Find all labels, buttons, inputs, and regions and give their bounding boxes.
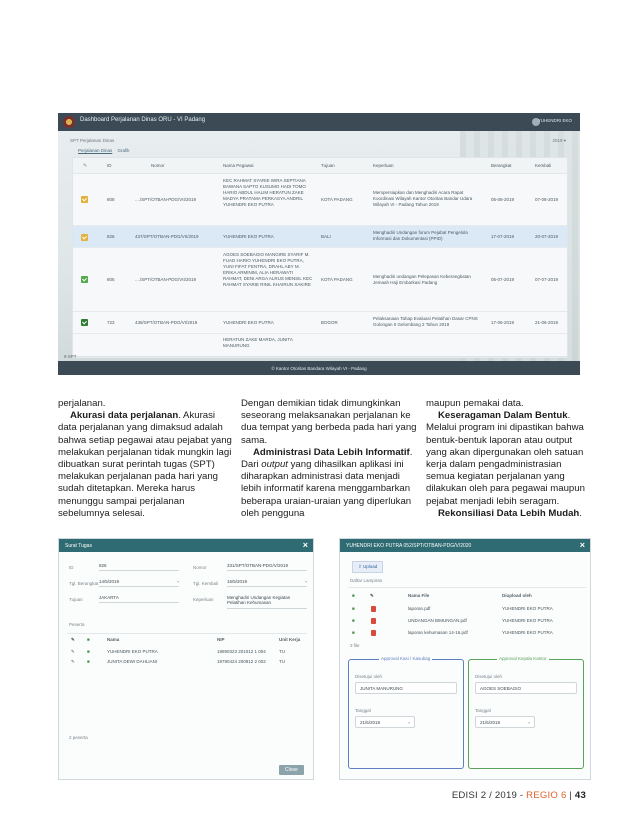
article-column-3: [426, 398, 588, 520]
calendar-icon: ▫: [305, 579, 307, 584]
year-select[interactable]: 2019 ▾: [552, 138, 566, 143]
calendar-icon: ▫: [177, 579, 179, 584]
app-title: Dashboard Perjalanan Dinas ORU - VI Padang: [80, 117, 206, 123]
checkbox[interactable]: ■: [352, 606, 355, 611]
col-keperluan: Keperluan: [373, 163, 394, 168]
pdf-file-icon: [371, 618, 376, 624]
paragraph: Administrasi Data Lebih Informatif. Dari output yang dihasilkan aplikasi ini diharapkan administrasi data menjadi lebih informatif karena menggambarkan beberapa uraian-uraian yang diperlukan oleh pengguna: [241, 446, 413, 519]
col-tujuan: Tujuan: [321, 163, 335, 168]
status-checkbox[interactable]: [81, 319, 88, 326]
upload-icon: ⇪: [358, 564, 362, 569]
dashboard-screenshot: [58, 113, 580, 375]
peserta-count: 2 peserta: [69, 735, 88, 740]
dialog-header: [340, 539, 590, 552]
divider: [67, 633, 307, 634]
paragraph: Rekonsiliasi Data Lebih Mudah.: [438, 507, 582, 519]
table-row[interactable]: 806 ..../SPT/OTBAN-PDG/VII/2019 AGOES SOEBAGIO MANGIRE SYARIF M. FUAD HARIO YUHENDRI EKO PUTRA, YUNI FIFAT FENTRA, DRAHL ABY M. ERIKA ARMINIM, ALIA HERAWATI RAHMAT, DENI ARGA ALRUS MENSIL KEC RAHMAT SYARIE RINIL KHAIRUN SAKIRE KOTA PADANG Menghadiri undangan Pelepasan Keberangkatan Jemaah Haji Embarkasi Padang 05-07-2019 07-07-2019: [73, 248, 567, 312]
lampiran-dialog: YUHENDRI EKO PUTRA 052/SPT/OTBAN-PDG/V/2020 × ⇪ Upload Daftar Lampiran ■ ✎ Nama File Diupload oleh ■ laporan.pdf YUHENDRI EKO PUTRA ■ UNDANGAN BIMUNGAN.pdf YUHENDRI EKO PUTRA ■ laporan kehumasan 14-16.pdf YUHENDRI EKO PUTRA 3 file Approval Kasi / Kasubag Disetujui oleh JUNITA MANURUNG Tanggal 21/5/2019 ▫ Approval Kepala Kantor Disetujui oleh AGOES SOEBAGIO Tanggal 21/5/2019 ▫: [339, 538, 591, 780]
upload-button[interactable]: ⇪ Upload: [352, 561, 383, 573]
tab-bar: [78, 148, 134, 153]
app-footer: [58, 361, 580, 375]
app-header-bar: [58, 113, 580, 131]
edit-icon[interactable]: ✎: [71, 649, 75, 654]
table-header: [73, 158, 567, 174]
dialog-title: YUHENDRI EKO PUTRA 052/SPT/OTBAN-PDG/V/2020: [346, 543, 472, 549]
divider: [348, 587, 586, 588]
edition-label: EDISI 2 / 2019 -: [451, 790, 527, 801]
status-checkbox[interactable]: [81, 196, 88, 203]
col-nomor: Nomor: [151, 163, 165, 168]
col-berangkat: Berangkat: [491, 163, 512, 168]
dialog-header: [59, 539, 313, 552]
checkbox[interactable]: ■: [87, 659, 90, 664]
table-row[interactable]: 826 437/SPT/OTBAN-PDG/VII/2019 YUHENDRI EKO PUTRA BALI Menghadiri Undangan forum Pejabat Pengelola Informasi dan Dokumentasi (PPID) 17-07-2019 20-07-2019: [73, 226, 567, 248]
paragraph: perjalanan.: [58, 398, 106, 409]
col-id: ID: [107, 163, 112, 168]
table-row[interactable]: 808 ..../SPT/OTBAN-PDG/VII/2019 KEC RAHMAT SYARIE WIRA SEPTIANA BAWANA SAPTO KUSUMO HADI TOMO HARIO ABDUL HALIM HERATUN ZAKE MADYA PRATAMA PERKASYA ANDRIL YUHENDRI EKO PUTRA KOTA PADANG Mempersiapkan dan Menghadiri Acara Rapat Koordinasi Wilayah Kantor Otoritas Bandar Udara Wilayah VI - Padang Tahun 2019 05-08-2019 07-08-2019: [73, 174, 567, 226]
dialog-title: Surat Tugas: [65, 543, 92, 549]
footer-copyright: © Kantor Otoritas Bandara Wilayah VI - Padang: [271, 366, 367, 371]
checkbox[interactable]: ■: [352, 630, 355, 635]
brand-label: REGIO 6: [526, 790, 567, 801]
edit-icon: ✎: [71, 637, 75, 642]
edit-icon: ✎: [83, 163, 88, 169]
table-row[interactable]: 723 438/SPT/OTBAN-PDG/VI/2019 YUHENDRI EKO PUTRA BOGOR Pelaksanaan Tahap Evaluasi Pelatihan Dasar CPNS Golongan II Gelombang 2 Tahun 2019 17-06-2019 21-06-2019: [73, 312, 567, 334]
edit-icon: ✎: [370, 593, 374, 598]
article-column-1: [58, 398, 233, 520]
record-count: 9 SPT: [64, 354, 77, 359]
tab-grafik[interactable]: Grafik: [117, 148, 130, 153]
edit-icon[interactable]: ✎: [71, 659, 75, 664]
approval-kepala-title: Approval Kepala Kantor: [499, 656, 547, 661]
peserta-label: Peserta: [69, 622, 85, 627]
calendar-icon: ▫: [408, 720, 410, 725]
file-count: 3 file: [350, 643, 360, 648]
kembali-date-field[interactable]: 16/5/2019 ▫: [227, 577, 307, 587]
paragraph: Akurasi data perjalanan. Akurasi data perjalanan yang dimaksud adalah bahwa setiap pegawai atau pejabat yang melakukan perjalanan tidak mungkin lagi dibuatkan surat perintah tugas (SPT) melakukan perjalanan pada hari yang sudah ditetapkan. Mereka harus menunggu sampai perjalanan sebelumnya selesai.: [58, 410, 232, 519]
page-number: 43: [574, 790, 586, 801]
paragraph: Dengan demikian tidak dimungkinkan seseorang melaksanakan perjalanan ke dua tempat yang berbeda pada hari yang sama.: [241, 398, 417, 446]
approver-kepala-field[interactable]: AGOES SOEBAGIO: [475, 682, 577, 694]
article-column-2: [241, 398, 417, 520]
check-header-icon: ■: [87, 637, 90, 642]
col-pegawai: Nama Pegawai: [223, 163, 254, 168]
nomor-field[interactable]: 331/SPT/OTBAN-PDG/V/2019: [227, 561, 307, 571]
status-checkbox[interactable]: [81, 276, 88, 283]
checkbox[interactable]: ■: [87, 649, 90, 654]
tujuan-field[interactable]: JAKARTA: [99, 593, 179, 603]
berangkat-date-field[interactable]: 14/5/2019 ▫: [99, 577, 179, 587]
calendar-icon: ▫: [528, 720, 530, 725]
approver-kasi-field[interactable]: JUNITA MANURUNG: [355, 682, 457, 694]
checkbox[interactable]: ■: [352, 618, 355, 623]
status-checkbox[interactable]: [81, 234, 88, 241]
check-header-icon: ■: [352, 593, 355, 598]
approval-kepala-box: Approval Kepala Kantor Disetujui oleh AGOES SOEBAGIO Tanggal 21/5/2019 ▫: [468, 659, 584, 769]
paragraph: maupun pemakai data.: [426, 398, 524, 409]
spt-table: [72, 157, 568, 357]
approval-kepala-date[interactable]: 21/5/2019 ▫: [475, 716, 535, 728]
lampiran-label: Daftar Lampiran: [350, 578, 383, 583]
tab-perjalanan[interactable]: Perjalanan Dinas: [78, 148, 113, 153]
surat-tugas-dialog: Surat Tugas × ID 826 Nomor 331/SPT/OTBAN-PDG/V/2019 Tgl. Berangkat 14/5/2019 ▫ Tgl. Kembali 16/5/2019 ▫ Tujuan JAKARTA Keperluan Menghadiri Undangan Kegiatan Pelatihan Kehumasan Peserta ✎ ■ Nama NIP Unit Kerja ✎ ■ YUHENDRI EKO PUTRA 19890323 201012 1 004 TU ✎ ■ JUNITA DEWI DAHLIANI 19790424 200812 2 002 TU 2 peserta Close: [58, 538, 314, 780]
pdf-file-icon: [371, 630, 376, 636]
id-field[interactable]: 826: [99, 561, 179, 571]
col-kembali: Kembali: [535, 163, 552, 168]
close-icon[interactable]: ×: [579, 540, 585, 550]
close-button[interactable]: Close: [279, 765, 304, 775]
page-footer: EDISI 2 / 2019 - REGIO 6 | 43: [451, 790, 586, 801]
approval-kasi-date[interactable]: 21/5/2019 ▫: [355, 716, 415, 728]
approval-kasi-title: Approval Kasi / Kasubag: [381, 656, 431, 661]
pdf-file-icon: [371, 606, 376, 612]
close-icon[interactable]: ×: [302, 540, 308, 550]
approval-kasi-box: Approval Kasi / Kasubag Disetujui oleh JUNITA MANURUNG Tanggal 21/5/2019 ▫: [348, 659, 464, 769]
user-name[interactable]: YUHENDRI EKO: [537, 118, 572, 123]
app-logo-icon: [63, 116, 75, 128]
paragraph: Keseragaman Dalam Bentuk. Melalui program ini dipastikan bahwa bentuk-bentuk laporan atau output yang akan dipergunakan oleh satuan kerja dalam pengadministrasian semua kegiatan perjalanan yang dilakukan oleh para pegawai maupun pejabat menjadi lebih seragam.: [426, 410, 585, 507]
keperluan-field[interactable]: Menghadiri Undangan Kegiatan Pelatihan Kehumasan: [227, 593, 307, 609]
breadcrumb: SPT Perjalanan Dinas: [70, 138, 115, 143]
table-row[interactable]: HERATUN ZAKE MARDA, JUNITA MANURUNG: [73, 334, 567, 358]
